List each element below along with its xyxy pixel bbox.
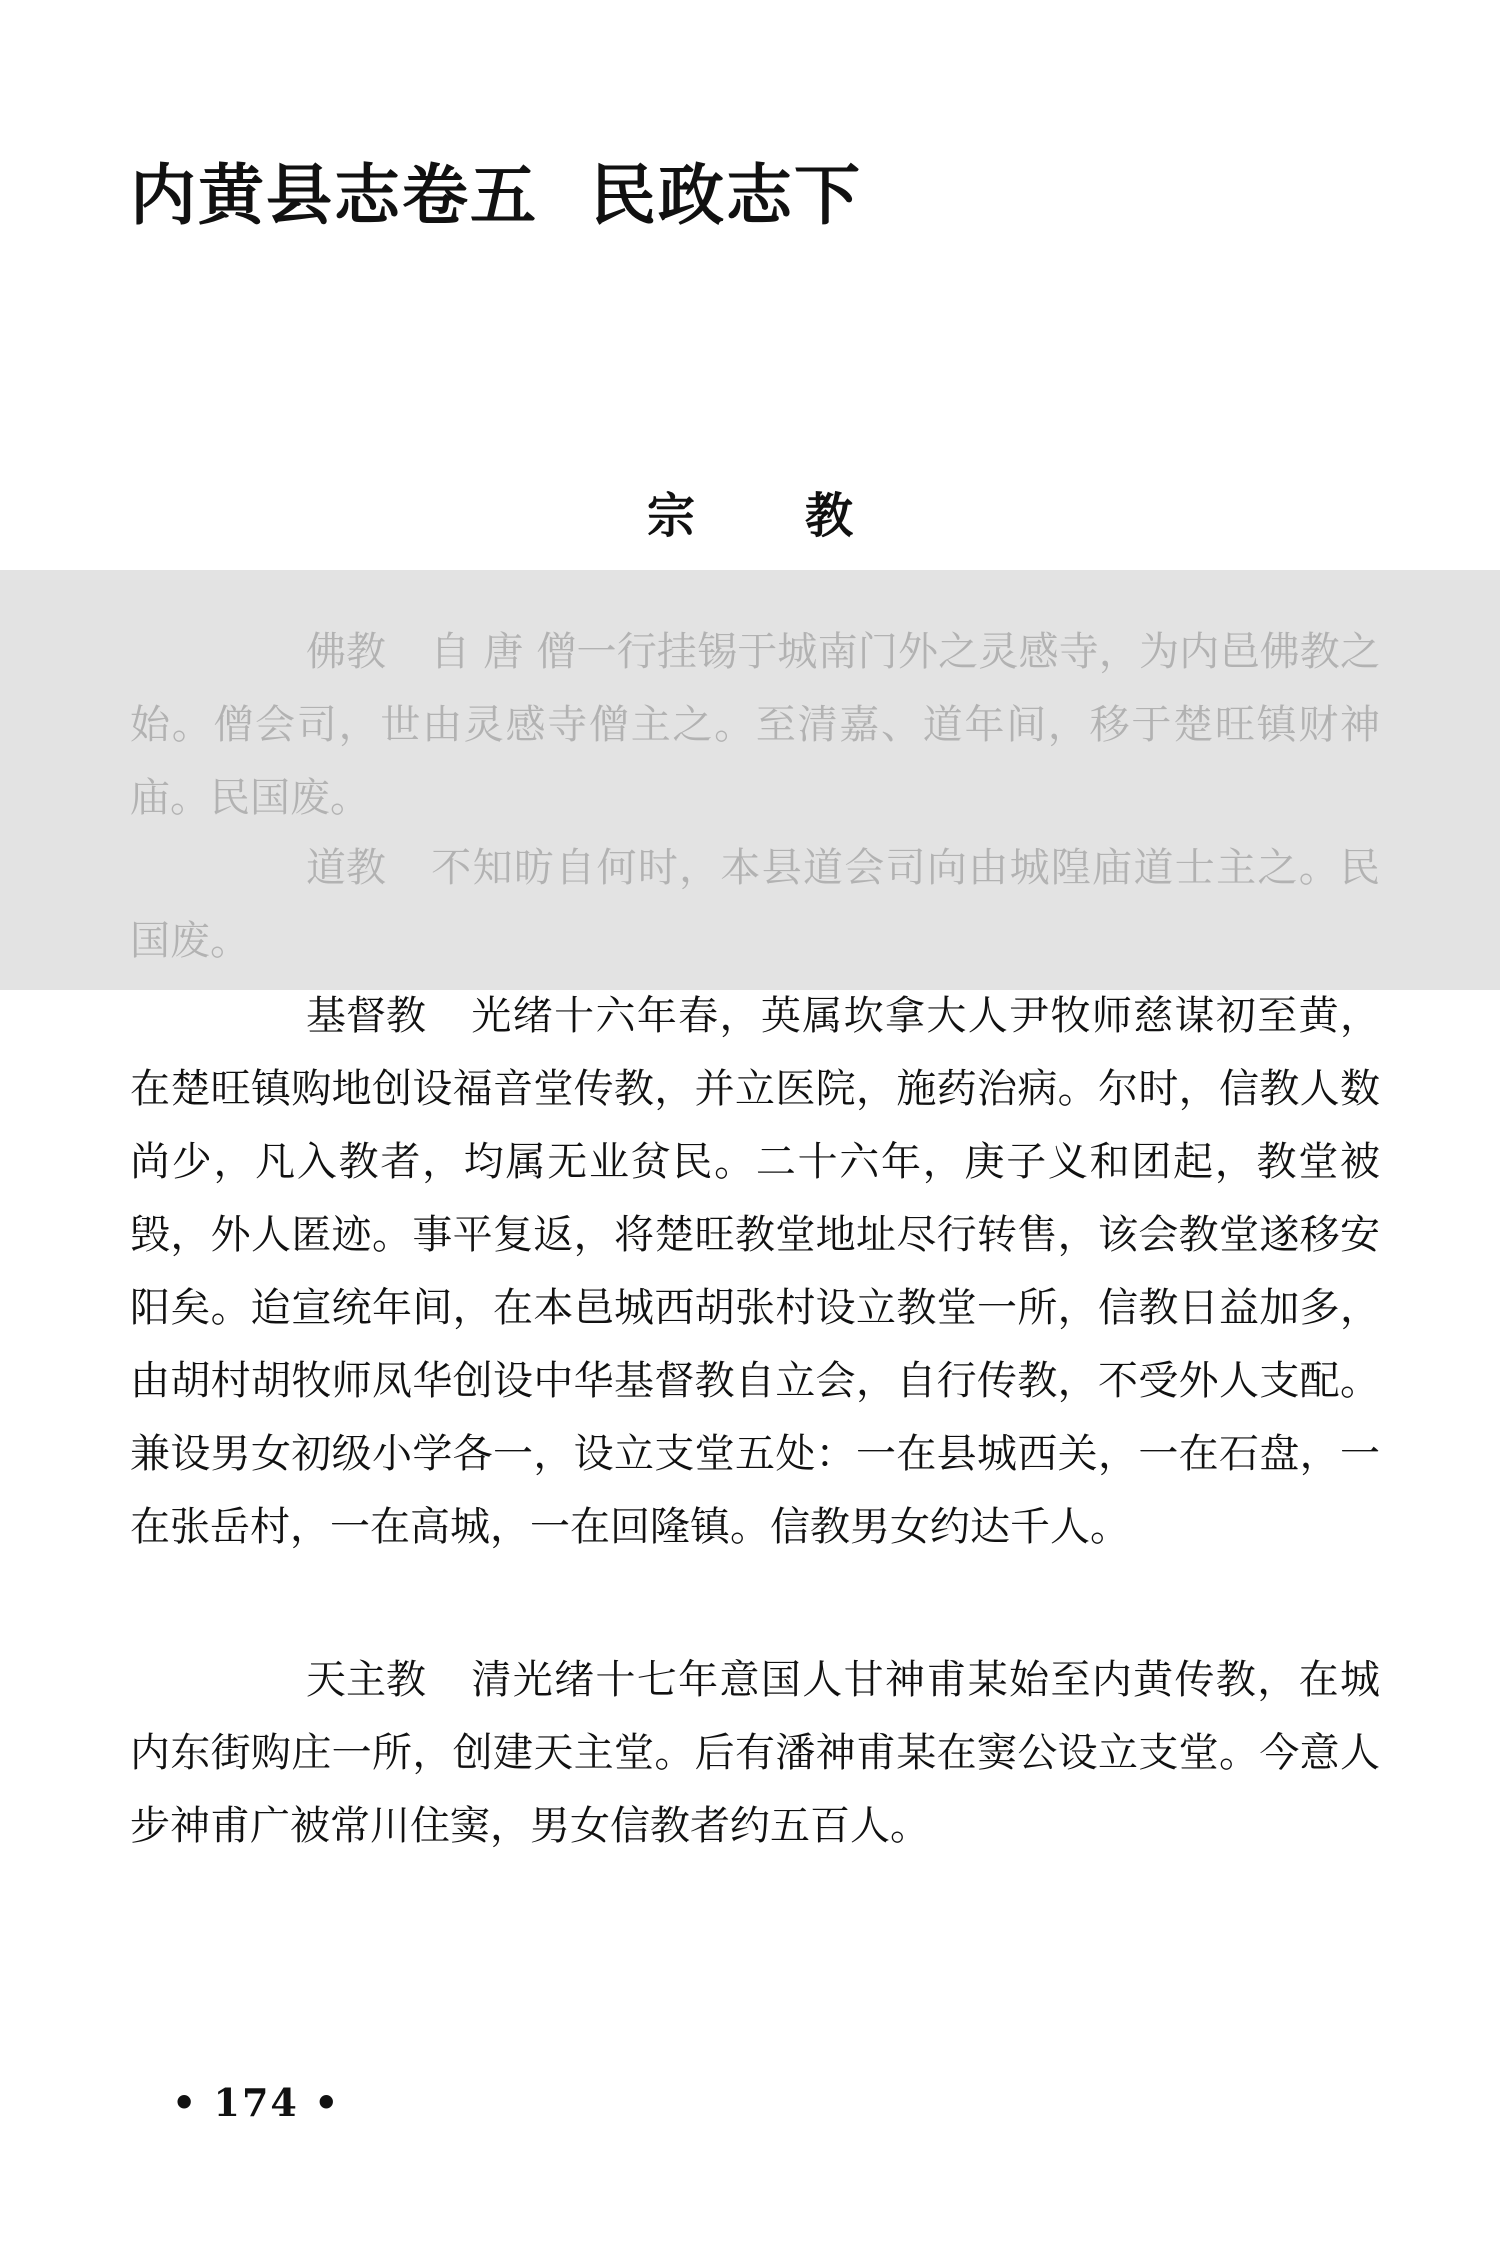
paragraph-text: 清光绪十七年意国人甘神甫某始至内黄传教，在城内东街购庄一所，创建天主堂。后有潘神甫某在窦公设立支堂。今意人步神甫广被常川住窦，男女信教者约五百人。	[130, 1657, 1380, 1849]
paragraph-heading: 天主教	[306, 1657, 426, 1703]
chapter-volume: 内黄县志卷五	[130, 156, 538, 234]
section-title	[0, 484, 1500, 548]
chapter-subtitle: 民政志下	[590, 156, 862, 234]
section-title-char-2: 教	[805, 488, 854, 544]
paragraph-christianity	[130, 980, 1380, 1564]
paragraph-text: 自 唐 僧一行挂锡于城南门外之灵感寺，为内邑佛教之始。僧会司，世由灵感寺僧主之。至清嘉、道年间，移于楚旺镇财神庙。民国废。	[130, 629, 1380, 821]
paragraph-text: 光绪十六年春，英属坎拿大人尹牧师慈谋初至黄，在楚旺镇购地创设福音堂传教，并立医院，施药治病。尔时，信教人数尚少，凡入教者，均属无业贫民。二十六年，庚子义和团起，教堂被毁，外人匿迹。事平复返，将楚旺教堂地址尽行转售，该会教堂遂移安阳矣。迨宣统年间，在本邑城西胡张村设立教堂一所，信教日益加多，由胡村胡牧师凤华创设中华基督教自立会，自行传教，不受外人支配。兼设男女初级小学各一，设立支堂五处：一在县城西关，一在石盘，一在张岳村，一在高城，一在回隆镇。信教男女约达千人。	[130, 993, 1380, 1550]
chapter-title	[130, 150, 862, 240]
paragraph-taoism	[130, 832, 1380, 978]
paragraph-heading: 道教	[306, 845, 386, 891]
section-title-char-1: 宗	[646, 488, 695, 544]
paragraph-heading: 基督教	[306, 993, 426, 1039]
paragraph-buddhism	[130, 616, 1380, 835]
paragraph-heading: 佛教	[306, 629, 386, 675]
page-number: • 174 •	[172, 2080, 341, 2125]
paragraph-text: 不知昉自何时，本县道会司向由城隍庙道士主之。民国废。	[130, 845, 1380, 964]
paragraph-catholicism	[130, 1644, 1380, 1863]
